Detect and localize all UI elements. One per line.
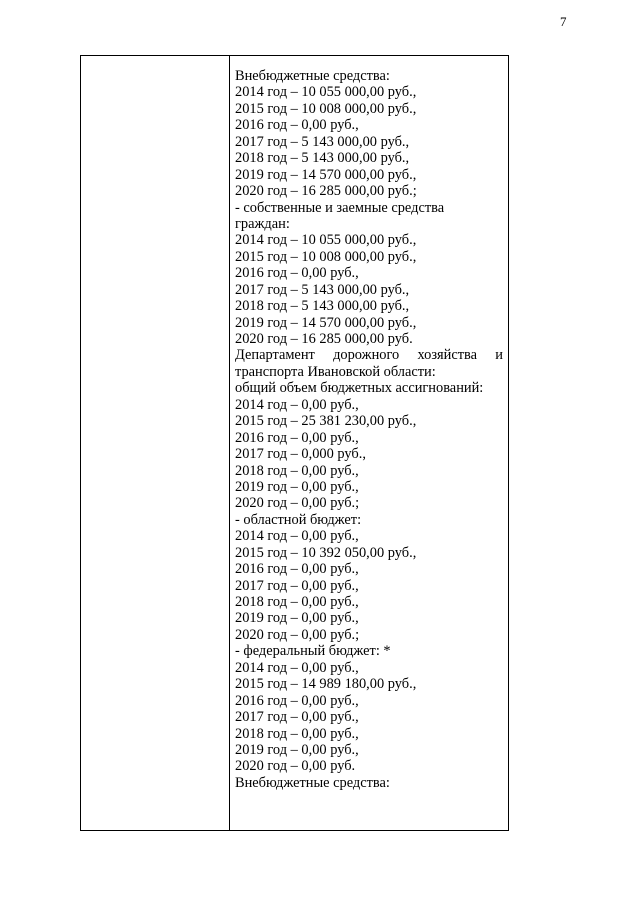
text-line: Внебюджетные средства: [235, 774, 390, 791]
text-line: 2019 год – 0,00 руб., [235, 610, 359, 627]
text-line: 2017 год – 5 143 000,00 руб., [235, 133, 410, 150]
text-line: 2015 год – 10 008 000,00 руб., [235, 248, 417, 265]
page-number: 7 [560, 14, 567, 29]
table-left-cell [81, 56, 230, 830]
text-line: Внебюджетные средства: [235, 68, 390, 84]
text-line: - собственные и заемные средства [235, 199, 445, 216]
text-line: 2014 год – 0,00 руб., [235, 396, 359, 413]
text-line: 2016 год – 0,00 руб., [235, 692, 359, 709]
text-line: 2018 год – 0,00 руб., [235, 462, 359, 479]
text-line: общий объем бюджетных ассигнований: [235, 380, 484, 397]
text-line: 2014 год – 10 055 000,00 руб., [235, 232, 417, 249]
text-line: Департамент дорожного хозяйства и [235, 347, 503, 364]
text-line: 2019 год – 0,00 руб., [235, 741, 359, 758]
text-line: 2017 год – 0,00 руб., [235, 577, 359, 594]
text-line: 2017 год – 0,00 руб., [235, 709, 359, 726]
text-line: транспорта Ивановской области: [235, 363, 436, 380]
text-line: - федеральный бюджет: * [235, 643, 391, 660]
text-line: 2016 год – 0,00 руб., [235, 429, 359, 446]
text-line: - областной бюджет: [235, 511, 362, 528]
text-line: 2017 год – 0,000 руб., [235, 446, 366, 463]
text-line: 2014 год – 10 055 000,00 руб., [235, 84, 417, 101]
text-line: 2020 год – 0,00 руб. [235, 758, 356, 775]
text-line: 2020 год – 0,00 руб.; [235, 495, 360, 512]
text-line: 2018 год – 0,00 руб., [235, 725, 359, 742]
text-line: 2015 год – 25 381 230,00 руб., [235, 413, 417, 430]
text-line: 2020 год – 16 285 000,00 руб. [235, 331, 413, 347]
text-line: 2018 год – 5 143 000,00 руб., [235, 298, 410, 315]
text-line: 2017 год – 5 143 000,00 руб., [235, 281, 410, 298]
text-line: 2014 год – 0,00 руб., [235, 659, 359, 676]
text-line: 2016 год – 0,00 руб., [235, 561, 359, 578]
text-line: 2015 год – 10 392 050,00 руб., [235, 544, 417, 561]
text-line: 2015 год – 10 008 000,00 руб., [235, 100, 417, 117]
text-line: 2016 год – 0,00 руб., [235, 265, 359, 282]
text-line: 2018 год – 0,00 руб., [235, 594, 359, 610]
funding-table [80, 55, 509, 831]
text-line: 2018 год – 5 143 000,00 руб., [235, 150, 410, 167]
text-line: 2019 год – 14 570 000,00 руб., [235, 314, 417, 331]
text-line: 2014 год – 0,00 руб., [235, 528, 359, 545]
text-line: 2019 год – 14 570 000,00 руб., [235, 166, 417, 183]
text-line: 2016 год – 0,00 руб., [235, 117, 359, 134]
text-line: 2020 год – 16 285 000,00 руб.; [235, 183, 417, 200]
text-line: 2015 год – 14 989 180,00 руб., [235, 676, 417, 693]
text-line: 2019 год – 0,00 руб., [235, 478, 359, 495]
text-line: 2020 год – 0,00 руб.; [235, 626, 360, 643]
table-right-cell [230, 56, 508, 830]
text-line: граждан: [235, 215, 290, 232]
